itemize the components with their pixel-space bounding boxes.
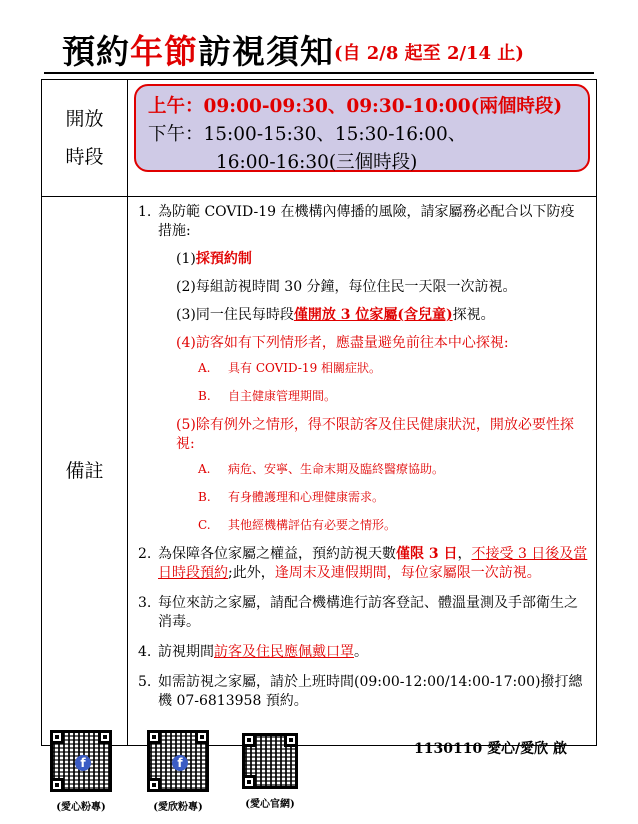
qr-code-icon <box>50 730 112 792</box>
list-item <box>198 461 588 477</box>
sub-item-emphasis: 採預約制 <box>195 251 252 267</box>
note-item-1 <box>138 203 588 533</box>
note-text: ， <box>457 546 472 562</box>
sub-item-2: (2)每組訪視時間 30 分鐘，每位住民一天限一次訪視。 <box>176 279 517 295</box>
afternoon-slots-line2: 16:00-16:30(三個時段) <box>216 152 418 173</box>
note-emphasis: 訪客及住民應佩戴口罩 <box>214 644 354 660</box>
page-title <box>62 26 622 70</box>
title-underline <box>44 72 594 74</box>
sub-item-4-list <box>198 360 588 404</box>
qr-caption: (愛欣粉專) <box>153 802 203 813</box>
list-text: 病危、安寧、生命末期及臨終醫療協助。 <box>228 462 445 476</box>
note-text: 訪視期間 <box>158 644 214 660</box>
qr-code-icon <box>147 730 209 792</box>
facebook-icon: f <box>75 755 91 771</box>
title-date-range: (自 2/8 起至 2/14 止) <box>334 43 524 64</box>
list-text: 其他經機構評估有必要之情形。 <box>228 518 397 532</box>
note-text: 為保障各位家屬之權益，預約訪視天數 <box>158 546 396 562</box>
facebook-icon: f <box>172 755 188 771</box>
list-text: 有身體護理和心理健康需求。 <box>228 490 385 504</box>
note-emphasis: 僅限 3 日 <box>396 546 458 562</box>
sub-item-text: (3)同一住民每時段 <box>176 307 294 323</box>
note-text: ;此外， <box>228 565 275 581</box>
notes-row <box>42 197 597 746</box>
list-letter: A. <box>198 462 211 476</box>
list-item <box>198 489 588 505</box>
note-emphasis: 逢周末及連假期間，每位家屬限一次訪視。 <box>274 565 541 581</box>
hours-label-line2: 時段 <box>65 146 104 168</box>
note-text: 每位來訪之家屬，請配合機構進行訪客登記、體溫量測及手部衛生之消毒。 <box>158 595 578 630</box>
note-number: 3. <box>138 595 152 611</box>
list-text: 具有 COVID-19 相關症狀。 <box>228 361 382 375</box>
notice-table <box>41 79 597 746</box>
list-item <box>198 517 588 533</box>
list-letter: C. <box>198 518 211 532</box>
qr-fanpage-aixin2 <box>147 730 209 813</box>
list-text: 自主健康管理期間。 <box>228 389 337 403</box>
sub-item-prefix: (1) <box>176 251 196 267</box>
note-item-2 <box>138 545 588 583</box>
sub-item-text: 探視。 <box>452 307 495 323</box>
hours-label <box>42 80 128 197</box>
hours-cell <box>128 80 597 197</box>
sub-item-5-list <box>198 461 588 533</box>
afternoon-slots-line1: 下午：15:00-15:30、15:30-16:00、 <box>148 124 467 145</box>
title-part3: 訪視須知 <box>198 32 334 71</box>
notes-label: 備註 <box>42 197 128 746</box>
note-text: 為防範 COVID-19 在機構內傳播的風險，請家屬務必配合以下防疫措施: <box>158 204 575 239</box>
title-part2: 年節 <box>130 32 198 71</box>
notes-cell <box>128 197 597 746</box>
list-item <box>198 360 588 376</box>
qr-caption: (愛心官網) <box>245 799 295 810</box>
qr-code-icon <box>242 733 298 789</box>
morning-slots: 上午：09:00-09:30、09:30-10:00(兩個時段) <box>148 96 563 117</box>
qr-caption: (愛心粉專) <box>56 802 106 813</box>
signature: 1130110 愛心/愛欣 啟 <box>414 741 568 757</box>
sub-item-3 <box>176 306 588 325</box>
hours-label-line1: 開放 <box>65 108 104 130</box>
note-text: 如需訪視之家屬，請於上班時間(09:00-12:00/14:00-17:00)撥打總機 07-6813958 預約。 <box>158 674 583 709</box>
note-number: 4. <box>138 644 152 660</box>
sub-item-1 <box>176 250 588 269</box>
sub-item-emphasis: 僅開放 3 位家屬(含兒童) <box>293 307 453 323</box>
note-number: 2. <box>138 546 152 562</box>
list-item <box>198 388 588 404</box>
sub-item-5: (5)除有例外之情形，得不限訪客及住民健康狀況，開放必要性探視: <box>176 417 574 452</box>
list-letter: A. <box>198 361 211 375</box>
note-text: 。 <box>354 644 368 660</box>
hours-row <box>42 80 597 197</box>
list-letter: B. <box>198 490 211 504</box>
qr-fanpage-aixin <box>50 730 112 813</box>
sub-item-4: (4)訪客如有下列情形者，應盡量避免前往本中心探視: <box>176 335 509 351</box>
note-item-3 <box>138 594 588 632</box>
note-number: 5. <box>138 674 152 690</box>
notes-list <box>138 203 588 711</box>
note-item-4 <box>138 643 588 662</box>
list-letter: B. <box>198 389 211 403</box>
qr-official-site <box>242 730 298 810</box>
title-part1: 預約 <box>62 32 130 71</box>
note-emphasis: 不接受 3 日後及當日時段預約 <box>158 546 588 581</box>
note-number: 1. <box>138 204 152 220</box>
note-item-5 <box>138 673 588 711</box>
hours-box <box>134 84 590 172</box>
